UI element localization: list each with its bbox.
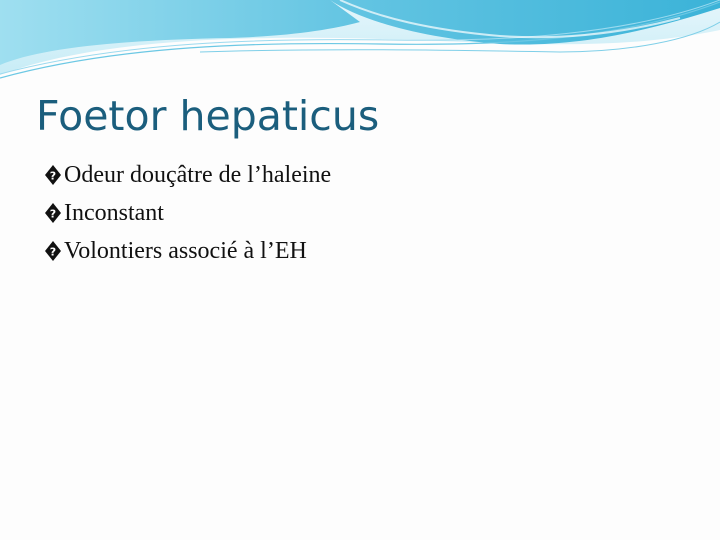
svg-text:?: ?	[49, 207, 57, 221]
svg-text:?: ?	[49, 169, 57, 183]
bullet-list	[44, 156, 331, 270]
bullet-text: Volontiers associé à l’EH	[64, 237, 307, 264]
bullet-item	[44, 232, 331, 270]
bullet-text: Inconstant	[64, 199, 164, 226]
header-wave-decoration	[0, 0, 720, 90]
replacement-glyph-icon	[44, 240, 62, 262]
replacement-glyph-icon	[44, 202, 62, 224]
bullet-text: Odeur douçâtre de l’haleine	[64, 161, 332, 188]
svg-text:?: ?	[49, 245, 57, 259]
bullet-item	[44, 194, 331, 232]
bullet-item	[44, 156, 331, 194]
slide-title: Foetor hepaticus	[36, 92, 380, 140]
replacement-glyph-icon	[44, 164, 62, 186]
